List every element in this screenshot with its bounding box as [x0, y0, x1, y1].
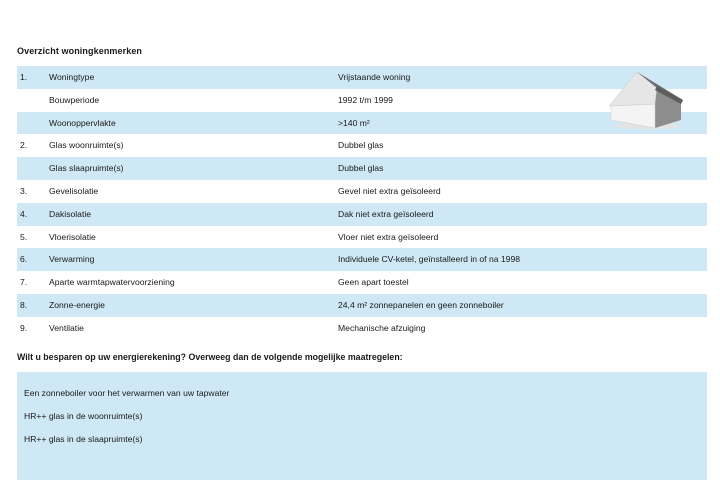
row-number: 2.	[20, 140, 28, 151]
row-label: Verwarming	[49, 254, 95, 265]
measures-question: Wilt u besparen op uw energierekening? Overweeg dan de volgende mogelijke maatregelen:	[17, 352, 403, 362]
measures-box	[17, 372, 707, 480]
table-row	[17, 66, 707, 89]
row-label: Dakisolatie	[49, 208, 92, 219]
table-row	[17, 271, 707, 294]
row-label: Vloerisolatie	[49, 231, 96, 242]
row-label: Gevelisolatie	[49, 185, 99, 196]
row-number: 7.	[20, 277, 28, 288]
row-value: Dubbel glas	[338, 163, 384, 174]
table-row	[17, 89, 707, 112]
table-row	[17, 203, 707, 226]
row-value: Individuele CV-ketel, geïnstalleerd in of na 1998	[338, 254, 521, 265]
row-label: Glas slaapruimte(s)	[49, 163, 124, 174]
table-row	[17, 157, 707, 180]
row-number: 3.	[20, 185, 28, 196]
table-row	[17, 112, 707, 135]
row-value: Mechanische afzuiging	[338, 322, 426, 333]
measure-item: Een zonneboiler voor het verwarmen van uw tapwater	[24, 388, 230, 398]
row-label: Aparte warmtapwatervoorziening	[49, 277, 175, 288]
row-number: 8.	[20, 299, 28, 310]
measure-item: HR++ glas in de slaapruimte(s)	[24, 434, 143, 444]
table-row	[17, 294, 707, 317]
row-number: 6.	[20, 254, 28, 265]
table-row	[17, 248, 707, 271]
row-label: Woningtype	[49, 72, 95, 82]
row-value: 1992 t/m 1999	[338, 94, 393, 105]
table-row	[17, 180, 707, 203]
table-row	[17, 226, 707, 249]
row-label: Woonoppervlakte	[49, 117, 116, 128]
row-number: 5.	[20, 231, 28, 242]
row-value: 24,4 m² zonnepanelen en geen zonneboiler	[338, 299, 504, 310]
characteristics-table	[17, 66, 707, 340]
row-label: Ventilatie	[49, 322, 84, 333]
row-number: 9.	[20, 322, 28, 333]
row-label: Zonne-energie	[49, 299, 105, 310]
table-row	[17, 134, 707, 157]
section-title: Overzicht woningkenmerken	[17, 46, 143, 56]
measure-item: HR++ glas in de woonruimte(s)	[24, 411, 143, 421]
row-value: Vrijstaande woning	[338, 72, 411, 82]
row-value: Dubbel glas	[338, 140, 384, 151]
row-value: Vloer niet extra geïsoleerd	[338, 231, 439, 242]
row-number: 1.	[20, 72, 28, 82]
table-row	[17, 317, 707, 340]
row-label: Glas woonruimte(s)	[49, 140, 124, 151]
row-label: Bouwperiode	[49, 94, 100, 105]
row-value: >140 m²	[338, 117, 370, 128]
row-value: Dak niet extra geïsoleerd	[338, 208, 434, 219]
row-number: 4.	[20, 208, 28, 219]
row-value: Geen apart toestel	[338, 277, 409, 288]
house-icon	[607, 68, 687, 130]
row-value: Gevel niet extra geïsoleerd	[338, 185, 441, 196]
